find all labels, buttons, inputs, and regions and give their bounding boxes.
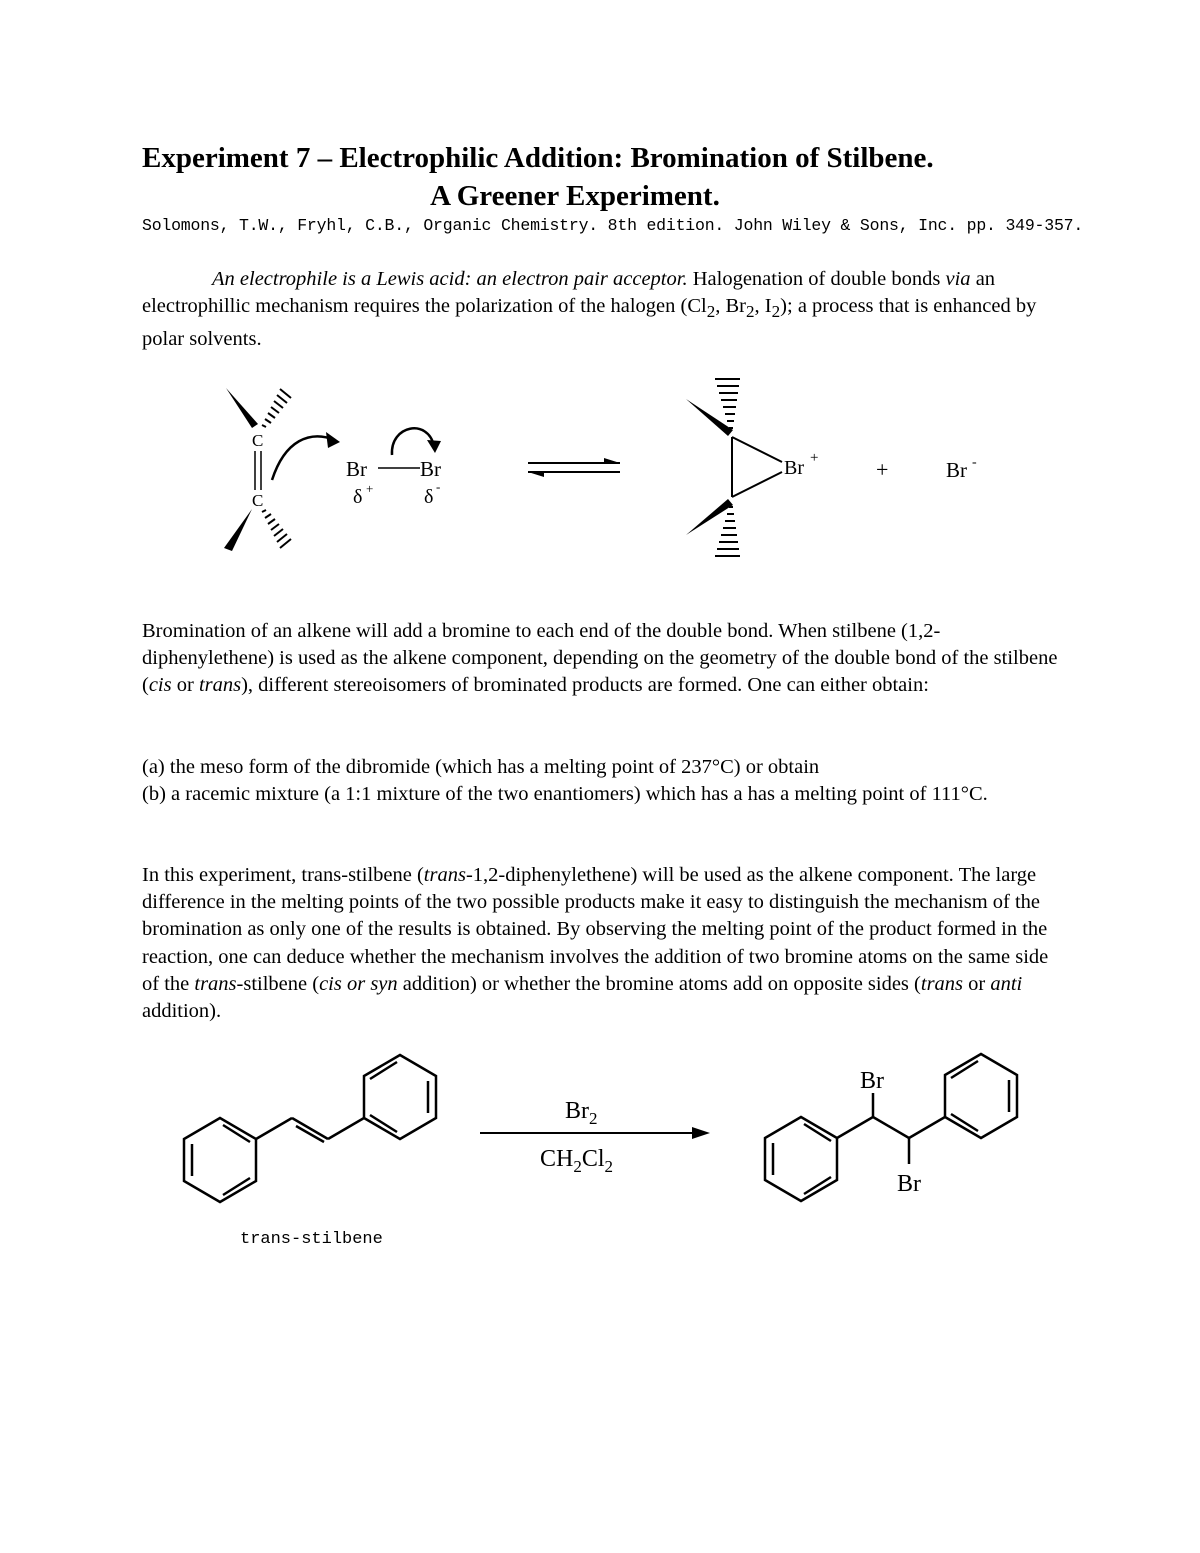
benzene-ring: [184, 1118, 256, 1202]
stilbene-caption: trans-stilbene: [240, 1230, 383, 1249]
benzene-ring: [945, 1054, 1017, 1138]
single-bond: [909, 1117, 945, 1138]
intro-text: an electrophillic mechanism requires the polarization of the halogen (Cl: [142, 268, 996, 318]
intro-text: , Br: [715, 295, 746, 318]
paragraph-text: or: [171, 674, 199, 697]
subscript: 2: [604, 1157, 614, 1176]
option-a: (a) the meso form of the dibromide (which has a melting point of 237°C) or obtain: [142, 756, 820, 778]
subscript: 2: [589, 1109, 598, 1128]
double-bond: [292, 1118, 328, 1139]
paragraph-text: Bromination of an alkene will add a bromine to each end of the double bond. When stilbene (1,2-diphenylethene) is used as the alkene component, depending on the geometry of the double bond of the stilbene (: [142, 620, 1058, 697]
carbon-label: C: [252, 431, 264, 450]
reaction-arrow: [480, 1127, 710, 1139]
paragraph-text: In this experiment, trans-stilbene (: [142, 864, 424, 886]
italic-term: trans: [920, 972, 964, 995]
negative-charge: -: [972, 455, 977, 470]
partial-negative: -: [436, 479, 441, 494]
benzene-ring: [765, 1117, 837, 1201]
benzene-ring: [364, 1055, 436, 1139]
single-bond: [256, 1118, 292, 1139]
option-b: (b) a racemic mixture (a 1:1 mixture of the two enantiomers) which has a has a melting point of 111°C.: [142, 783, 988, 805]
intro-via: via: [945, 268, 971, 290]
carbon-label: C: [252, 491, 264, 510]
paragraph-text: -1,2-diphenylethene) will be used as the alkene component. The large difference in the melting points of the two possible products make it easy to distinguish the mechanism of the bromination as only one of the results is obtained. By observing the melting point of the product formed in the reaction, one can deduce whether the mechanism involves the addition of two bromine atoms on the same side of the: [142, 864, 1049, 995]
partial-charge-delta: δ: [424, 486, 434, 508]
bromine-substituent: Br: [860, 1068, 884, 1094]
paragraph-text: addition).: [142, 1000, 222, 1023]
intro-text: , I: [754, 295, 772, 318]
subscript: 2: [706, 302, 716, 322]
partial-charge-delta: δ: [353, 486, 363, 508]
reagent-label: [565, 1098, 598, 1128]
trans-stilbene-structure: [184, 1055, 436, 1202]
italic-term: cis: [148, 674, 172, 697]
italic-term: trans: [423, 864, 466, 886]
paragraph-text: -stilbene (: [236, 972, 320, 995]
positive-charge: +: [810, 450, 819, 466]
italic-term: trans: [194, 972, 237, 995]
dibromide-product-structure: [765, 1054, 1017, 1201]
paragraph-text: or: [963, 972, 991, 995]
subscript: 2: [746, 302, 755, 322]
paragraph-text: ), different stereoisomers of brominated products are formed. One can either obtain:: [241, 674, 929, 697]
subscript: 2: [573, 1157, 582, 1176]
italic-term: trans: [198, 674, 242, 697]
plus-sign: +: [876, 457, 889, 482]
bromine-atom: Br: [420, 457, 441, 481]
solvent-text: CH: [540, 1146, 574, 1172]
italic-term: cis or syn: [319, 972, 398, 995]
title-line-2: A Greener Experiment.: [430, 180, 720, 212]
single-bond: [837, 1117, 873, 1138]
single-bond: [328, 1118, 364, 1139]
italic-term: anti: [990, 972, 1023, 995]
intro-text: ); a process that is enhanced by polar solvents.: [142, 295, 1037, 350]
paragraph-text: addition) or whether the bromine atoms add on opposite sides (: [397, 972, 921, 995]
intro-definition: An electrophile is a Lewis acid: an electron pair acceptor.: [212, 268, 688, 290]
title-line-1: Experiment 7 – Electrophilic Addition: Bromination of Stilbene.: [142, 142, 934, 174]
partial-positive: +: [366, 481, 374, 496]
subscript: 2: [771, 302, 781, 322]
single-bond: [873, 1117, 909, 1138]
bromine-substituent: Br: [897, 1171, 921, 1197]
bromonium-atom: Br: [784, 457, 804, 479]
intro-text: Halogenation of double bonds: [687, 268, 946, 290]
solvent-label: [540, 1146, 613, 1176]
reagent-text: Br: [565, 1098, 589, 1124]
bromide-ion: Br: [946, 458, 967, 482]
solvent-text: Cl: [581, 1146, 605, 1172]
reference-citation: Solomons, T.W., Fryhl, C.B., Organic Chemistry. 8th edition. John Wiley & Sons, Inc. pp. 349-357.: [142, 216, 1084, 235]
bromine-atom: Br: [346, 457, 367, 481]
